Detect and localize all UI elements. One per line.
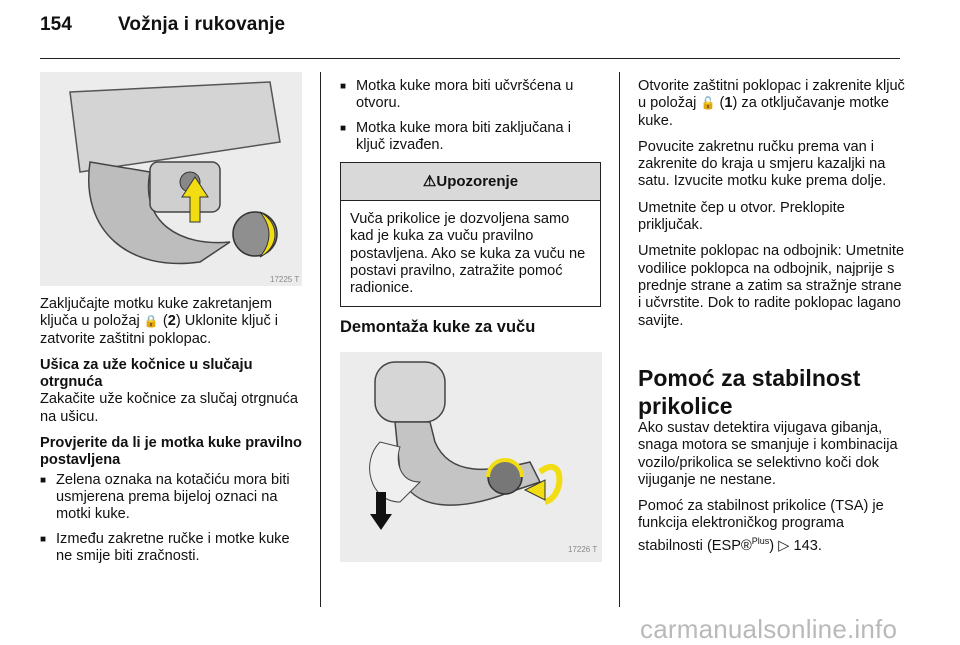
section-heading: Provjerite da li je motka kuke pravilno postavljena — [40, 435, 302, 469]
lock-paragraph: Zaključajte motku kuke zakretanjem ključa u položaj 🔒 (2) Uklonite ključ i zatvorite zaštitni poklopac. — [40, 296, 279, 347]
lock-key-icon: 🔒 — [143, 314, 159, 329]
bullet-square-icon: ■ — [340, 81, 347, 92]
bullet-square-icon: ■ — [40, 533, 47, 545]
warning-box — [340, 162, 601, 307]
column-divider-1 — [320, 72, 321, 607]
bullet-square-icon: ■ — [340, 122, 347, 134]
left-column — [40, 296, 308, 572]
watermark: carmanualsonline.info — [640, 614, 898, 644]
tow-hook-drawing — [40, 72, 302, 286]
unlock-key-icon: 🔓 — [700, 96, 716, 111]
list-item: ■ Motka kuke mora biti zaključana i ključ izvađen. — [340, 119, 571, 153]
paragraph: Ako sustav detektira vijugava gibanja, snaga motora se smanjuje i kombinacija vozilo/prikolica se selektivno koči dok vijuganje ne nestane. — [638, 420, 898, 488]
paragraph: Povucite zakretnu ručku prema van i zakrenite do kraja u smjeru kazaljki na satu. Izvucite motku kuke prema dolje. — [638, 138, 887, 190]
paragraph: Zakačite uže kočnice za slučaj otrgnuća na ušicu. — [40, 391, 298, 425]
middle-column — [340, 78, 602, 161]
right-column-lower — [638, 420, 906, 564]
header-rule — [40, 58, 900, 59]
list-item: ■ Motka kuke mora biti učvršćena u otvoru. — [340, 78, 574, 112]
warning-text: Vuča prikolice je dozvoljena samo kad je kuka za vuču pravilno postavljena. Ako se kuka za vuču ne postavi pravilno, zatražite pomoć radionice. — [350, 211, 586, 297]
page-reference: 143. — [793, 537, 822, 554]
tow-hook-removal-drawing — [340, 352, 602, 562]
paragraph: Umetnite čep u otvor. Preklopite priključak. — [638, 199, 845, 234]
paragraph: Umetnite poklopac na odbojnik: Umetnite vodilice poklopca na odbojnik, najprije s prednje strane a zatim sa stražnje strane i učvrstite. Dok to radite poklopac lagano savijte. — [638, 243, 905, 329]
section-heading: Ušica za uže kočnice u slučaju otrgnuća — [40, 356, 253, 391]
tow-hook-removal-illustration — [340, 352, 602, 562]
tow-hook-lock-illustration — [40, 72, 302, 286]
figure-id: 17226 T — [568, 545, 598, 554]
tsa-paragraph: Pomoć za stabilnost prikolice (TSA) je funkcija elektroničkog programa stabilnosti (ESP®$^{Plus}$) ▷ 143. — [638, 498, 884, 554]
page-title: Vožnja i rukovanje — [118, 14, 286, 35]
bullet-square-icon: ■ — [40, 474, 47, 486]
page-header — [40, 14, 285, 36]
right-column — [638, 78, 906, 339]
warning-header: ⚠Upozorenje — [341, 163, 600, 201]
section-title: Pomoć za stabilnost prikolice — [638, 365, 861, 419]
list-item: ■ Zelena oznaka na kotačiću mora biti usmjerena prema bijeloj oznaci na motki kuke. — [40, 471, 290, 523]
figure-id: 17225 T — [270, 275, 300, 284]
page-reference-icon: ▷ — [778, 537, 790, 554]
warning-triangle-icon: ⚠ — [422, 173, 437, 190]
unlock-paragraph: Otvorite zaštitni poklopac i zakrenite ključ u položaj 🔓 (1) za otključavanje motke kuke. — [638, 78, 905, 129]
section-heading: Demontaža kuke za vuču — [340, 318, 536, 336]
column-divider-2 — [619, 72, 620, 607]
list-item: ■ Između zakretne ručke i motke kuke ne smije biti zračnosti. — [40, 530, 290, 564]
page-number: 154 — [40, 14, 73, 35]
